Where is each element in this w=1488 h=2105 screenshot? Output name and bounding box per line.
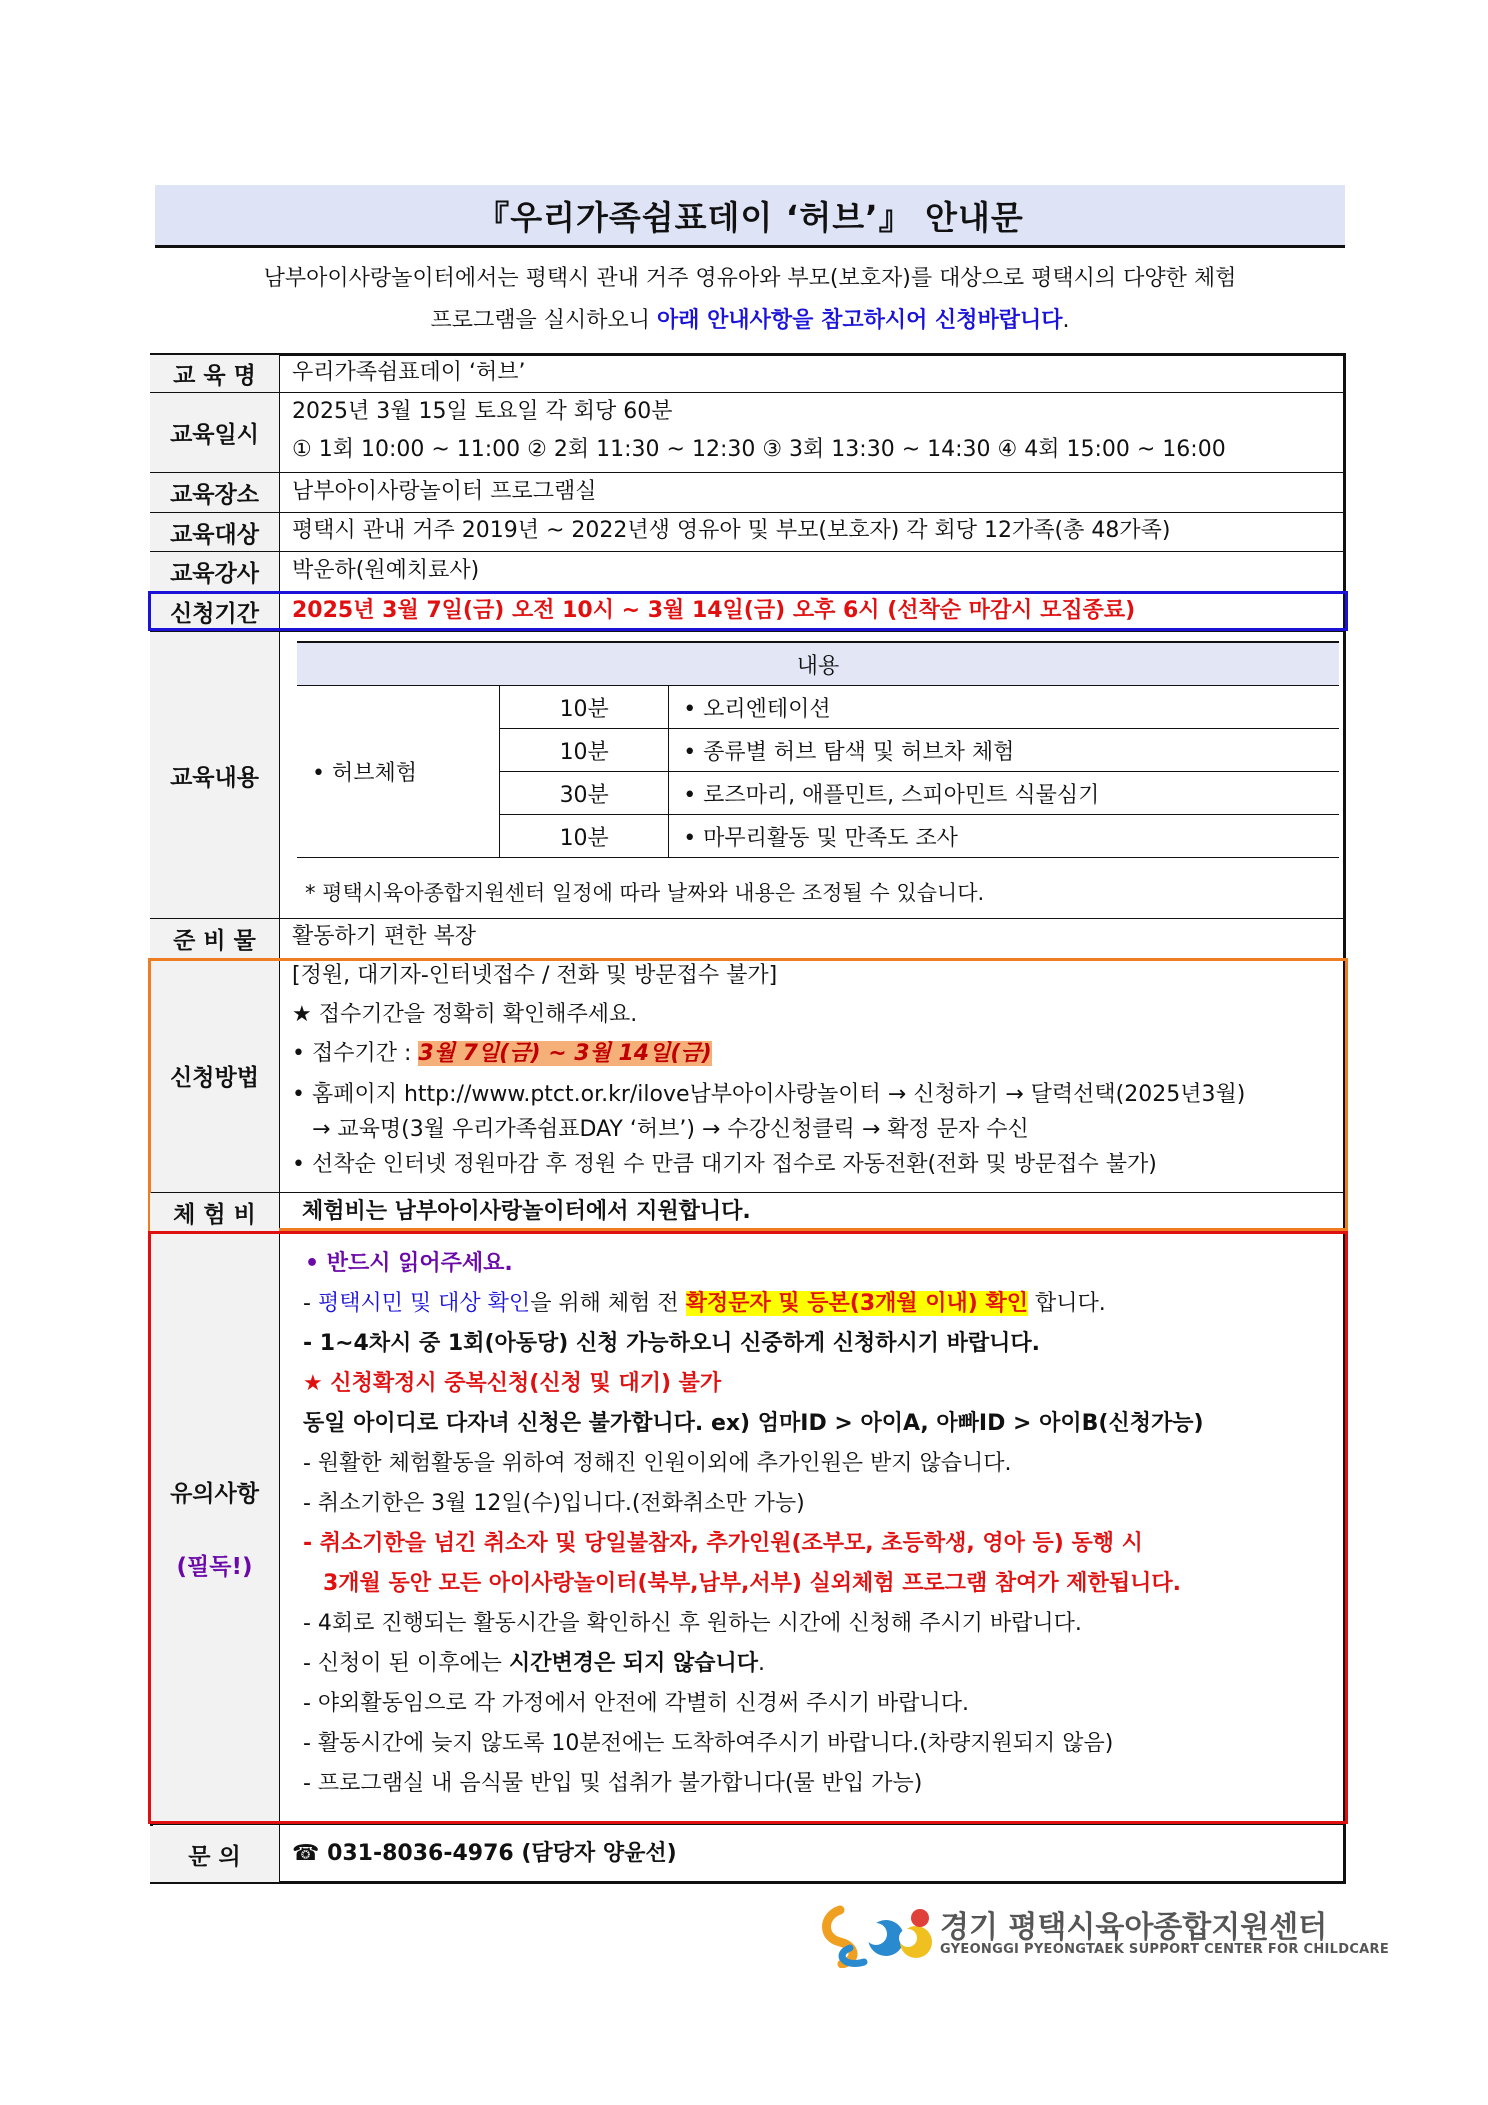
notice-line: 3개월 동안 모든 아이사랑놀이터(북부,남부,서부) 실외체험 프로그램 참여가 제한됩니다. xyxy=(323,1571,1181,1596)
notice-line: - 취소기한은 3월 12일(수)입니다.(전화취소만 가능) xyxy=(303,1491,805,1516)
date-line: 2025년 3월 15일 토요일 각 회당 60분 xyxy=(292,399,673,424)
table-header-row xyxy=(297,642,1339,686)
method-line: [정원, 대기자-인터넷접수 / 전화 및 방문접수 불가] xyxy=(292,963,778,988)
label-education-name: 교 육 명 xyxy=(150,355,279,392)
value-fee: 체험비는 남부아이사랑놀이터에서 지원합니다. xyxy=(302,1199,751,1224)
value-contact: ☎ 031-8036-4976 (담당자 양윤선) xyxy=(292,1841,677,1866)
activity-name: • 마무리활동 및 만족도 조사 xyxy=(669,815,1339,858)
label-apply-period: 신청기간 xyxy=(150,592,279,631)
center-name-english: GYEONGGI PYEONGTAEK SUPPORT CENTER FOR CHILDCARE xyxy=(940,1942,1390,1957)
intro-text xyxy=(150,258,1350,342)
notice-line: ★ 신청확정시 중복신청(신청 및 대기) 불가 xyxy=(303,1371,722,1396)
notice-line: - 프로그램실 내 음식물 반입 및 섭취가 불가합니다(물 반입 가능) xyxy=(303,1771,923,1796)
intro-line-1: 남부아이사랑놀이터에서는 평택시 관내 거주 영유아와 부모(보호자)를 대상으로 평택시의 다양한 체험 xyxy=(263,266,1237,291)
activity-name: • 종류별 허브 탐색 및 허브차 체험 xyxy=(669,729,1339,772)
intro-highlight: 아래 안내사항을 참고하시어 신청바랍니다 xyxy=(657,308,1063,333)
apply-period-highlight-box xyxy=(148,591,1348,631)
notice-line: - 1~4차시 중 1회(아동당) 신청 가능하오니 신중하게 신청하시기 바랍니다. xyxy=(303,1331,1041,1356)
intro-period: . xyxy=(1062,308,1070,333)
notice-text: . xyxy=(758,1651,766,1676)
sessions-line: ① 1회 10:00 ~ 11:00 ② 2회 11:30 ~ 12:30 ③ 3회 13:30 ~ 14:30 ④ 4회 15:00 ~ 16:00 xyxy=(292,437,1226,462)
notice-blue-text: 평택시민 및 대상 확인 xyxy=(317,1291,531,1316)
notice-must-read: (필독!) xyxy=(176,1554,253,1580)
notice-text: - xyxy=(303,1291,318,1316)
value-preparation: 활동하기 편한 복장 xyxy=(292,924,477,949)
value-education-teacher: 박운하(원예치료사) xyxy=(292,558,480,583)
value-apply-period: 2025년 3월 7일(금) 오전 10시 ~ 3월 14일(금) 오후 6시 (선착순 마감시 모집종료) xyxy=(292,598,1136,623)
intro-text-plain: 프로그램을 실시하오니 xyxy=(430,308,657,333)
activity-name: • 로즈마리, 애플민트, 스피아민트 식물심기 xyxy=(669,772,1339,815)
notice-label: 유의사항 xyxy=(170,1481,259,1507)
label-education-date: 교육일시 xyxy=(150,393,279,472)
notice-line: - 4회로 진행되는 활동시간을 확인하신 후 원하는 시간에 신청해 주시기 바랍니다. xyxy=(303,1611,1082,1636)
notice-highlight: 확정문자 및 등본(3개월 이내) 확인 xyxy=(685,1291,1029,1316)
value-education-place: 남부아이사랑놀이터 프로그램실 xyxy=(292,479,597,504)
notice-line: - 야외활동임으로 각 가정에서 안전에 각별히 신경써 주시기 바랍니다. xyxy=(303,1691,969,1716)
notice-text: 을 위해 체험 전 xyxy=(530,1291,686,1316)
notice-line: • 반드시 읽어주세요. xyxy=(305,1251,513,1276)
method-line: • 홈페이지 http://www.ptct.or.kr/ilove남부아이사랑놀이터 → 신청하기 → 달력선택(2025년3월) xyxy=(292,1082,1246,1107)
value-education-date xyxy=(292,393,1226,469)
method-line: → 교육명(3월 우리가족쉼표DAY ‘허브’) → 수강신청클릭 → 확정 문자 수신 xyxy=(312,1117,1029,1142)
label-contact: 문 의 xyxy=(150,1826,279,1882)
center-name: 경기 평택시육아종합지원센터 xyxy=(940,1910,1328,1945)
notice-text: - 신청이 된 이후에는 xyxy=(303,1651,509,1676)
content-schedule-table xyxy=(297,641,1339,858)
notice-line: 동일 아이디로 다자녀 신청은 불가합니다. ex) 엄마ID > 아이A, 아빠ID > 아이B(신청가능) xyxy=(303,1411,1204,1436)
value-education-name: 우리가족쉼표데이 ‘허브’ xyxy=(292,360,526,385)
content-note: * 평택시육아종합지원센터 일정에 따라 날짜와 내용은 조정될 수 있습니다. xyxy=(305,881,985,905)
method-period-highlight: 3월 7일(금) ~ 3월 14일(금) xyxy=(418,1041,712,1066)
method-line: • 선착순 인터넷 정원마감 후 정원 수 만큼 대기자 접수로 자동전환(전화 및 방문접수 불가) xyxy=(292,1152,1157,1177)
activity-minutes: 30분 xyxy=(500,772,669,815)
activity-minutes: 10분 xyxy=(500,815,669,858)
page-title: 『우리가족쉼표데이 ‘허브’』 안내문 xyxy=(155,185,1345,248)
notice-text: 합니다. xyxy=(1028,1291,1106,1316)
row-divider xyxy=(150,631,1346,632)
table-row xyxy=(297,686,1339,729)
label-apply-method: 신청방법 xyxy=(150,959,279,1192)
label-education-target: 교육대상 xyxy=(150,513,279,551)
label-education-teacher: 교육강사 xyxy=(150,552,279,591)
method-period-label: • 접수기간 : xyxy=(292,1041,419,1066)
method-line: ★ 접수기간을 정확히 확인해주세요. xyxy=(292,1002,638,1027)
notice-line: - 원활한 체험활동을 위하여 정해진 인원이외에 추가인원은 받지 않습니다. xyxy=(303,1451,1012,1476)
activity-minutes: 10분 xyxy=(500,729,669,772)
notice-bold-text: 시간변경은 되지 않습니다 xyxy=(508,1651,759,1676)
row-divider xyxy=(150,1824,1346,1825)
activity-name: • 오리엔테이션 xyxy=(669,686,1339,729)
content-category: • 허브체험 xyxy=(297,686,500,858)
intro-line-2 xyxy=(150,300,1350,342)
content-header: 내용 xyxy=(297,642,1339,686)
notice-line: - 활동시간에 늦지 않도록 10분전에는 도착하여주시기 바랍니다.(차량지원되지 않음) xyxy=(303,1731,1114,1756)
apply-method-box xyxy=(148,958,1348,1231)
label-education-place: 교육장소 xyxy=(150,473,279,512)
notice-box xyxy=(148,1231,1348,1824)
activity-minutes: 10분 xyxy=(500,686,669,729)
value-education-target: 평택시 관내 거주 2019년 ~ 2022년생 영유아 및 부모(보호자) 각 회당 12가족(총 48가족) xyxy=(292,518,1171,543)
notice-line: - 취소기한을 넘긴 취소자 및 당일불참자, 추가인원(조부모, 초등학생, 영아 등) 동행 시 xyxy=(303,1531,1143,1556)
label-fee: 체 험 비 xyxy=(150,1193,279,1231)
label-preparation: 준 비 물 xyxy=(150,919,279,958)
label-education-content: 교육내용 xyxy=(150,632,279,918)
